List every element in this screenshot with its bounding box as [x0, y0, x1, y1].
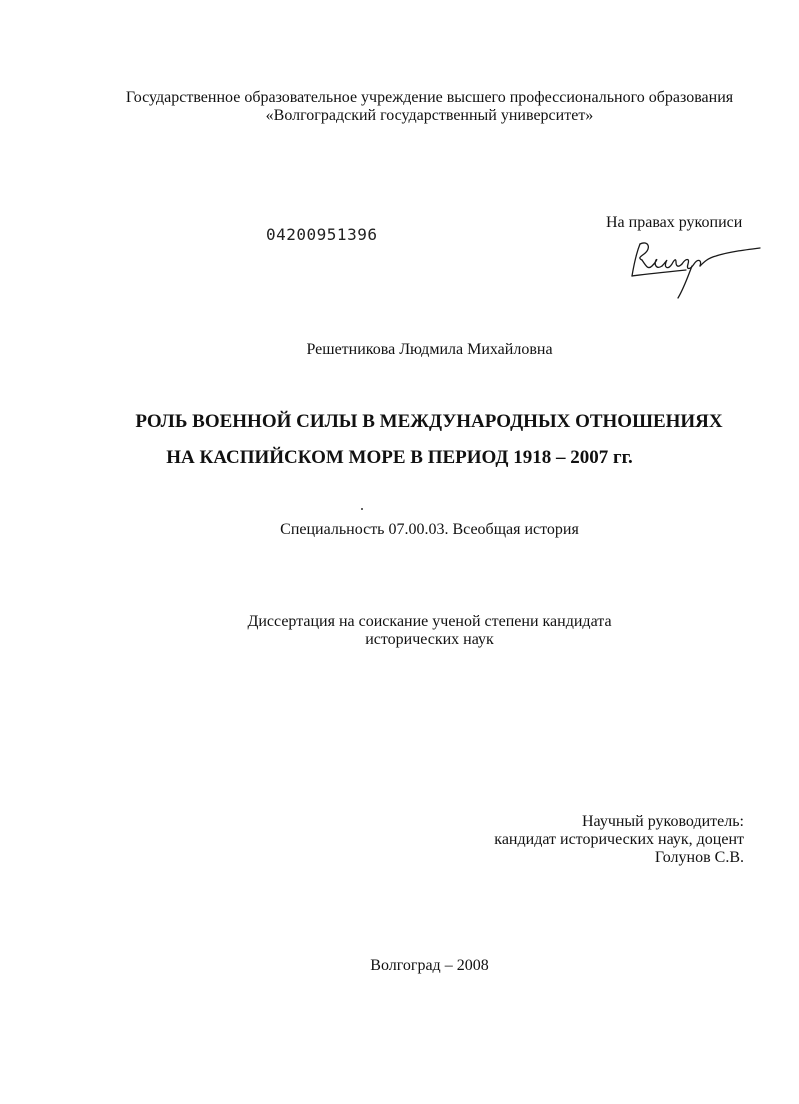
supervisor-name: Голунов С.В. — [654, 849, 744, 866]
archive-number: 04200951396 — [266, 225, 378, 244]
author-name: Решетникова Людмила Михайловна — [306, 341, 553, 358]
dissertation-degree-line-2: исторических наук — [365, 631, 494, 648]
dissertation-degree-line-1: Диссертация на соискание ученой степени кандидата — [247, 613, 612, 630]
manuscript-rights-label: На правах рукописи — [606, 214, 743, 231]
institution-line-1: Государственное образовательное учреждение высшего профессионального образования — [125, 89, 734, 106]
institution-line-2: «Волгоградский государственный университет» — [265, 107, 594, 124]
dissertation-title-line-2: НА КАСПИЙСКОМ МОРЕ В ПЕРИОД 1918 – 2007 гг. — [166, 447, 633, 468]
city-year: Волгоград – 2008 — [370, 957, 489, 974]
signature-icon — [626, 236, 762, 302]
specialty-line: Специальность 07.00.03. Всеобщая история — [280, 521, 579, 538]
supervisor-degree: кандидат исторических наук, доцент — [494, 831, 744, 848]
dissertation-title-line-1: РОЛЬ ВОЕННОЙ СИЛЫ В МЕЖДУНАРОДНЫХ ОТНОШЕНИЯХ — [135, 411, 723, 432]
scan-speck — [361, 508, 363, 510]
supervisor-label: Научный руководитель: — [581, 813, 744, 830]
